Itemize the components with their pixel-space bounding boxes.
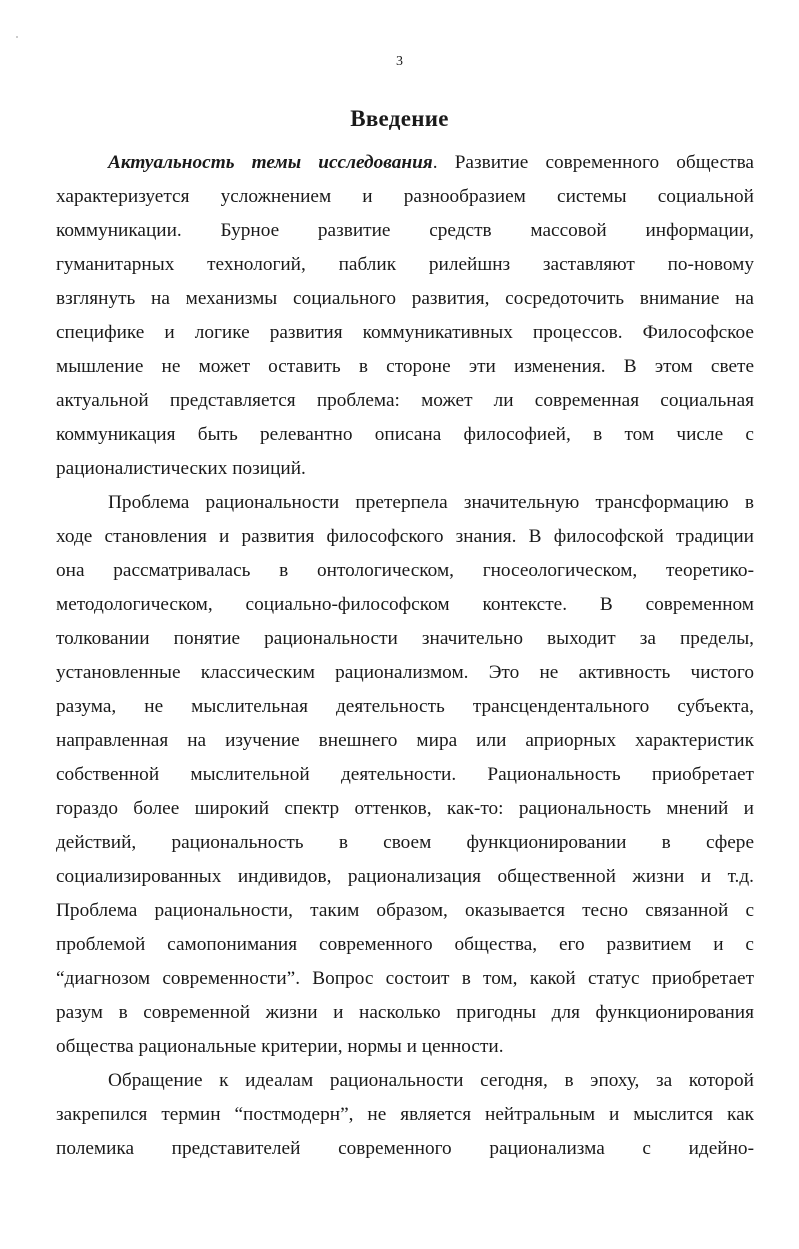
paragraph-line: Обращение к идеалам рациональности сегодня, в эпоху, за которой — [108, 1070, 754, 1091]
paragraph-line: полемика представителей современного рационализма с идейно- — [56, 1138, 754, 1159]
paragraph-relevance — [56, 146, 754, 486]
paragraph-line: закрепился термин “постмодерн”, не является нейтральным и мыслится как — [56, 1104, 754, 1125]
paragraph-line: собственной мыслительной деятельности. Рациональность приобретает — [56, 764, 754, 785]
paragraph-line: разума, не мыслительная деятельность трансцендентального субъекта, — [56, 696, 754, 717]
paragraph-line: мышление не может оставить в стороне эти изменения. В этом свете — [56, 356, 754, 377]
paragraph-rationality — [56, 486, 754, 1064]
paragraph-line: общества рациональные критерии, нормы и ценности. — [56, 1036, 504, 1057]
paragraph-line: направленная на изучение внешнего мира или априорных характеристик — [56, 730, 754, 751]
emphasized-term: Актуальность темы исследования — [108, 152, 433, 173]
paragraph-postmodern — [56, 1064, 754, 1166]
section-title: Введение — [350, 106, 449, 131]
line-text: . Развитие современного общества — [432, 152, 754, 173]
paragraph-line: “диагнозом современности”. Вопрос состоит в том, какой статус приобретает — [56, 968, 754, 989]
paragraph-line: социализированных индивидов, рационализация общественной жизни и т.д. — [56, 866, 754, 887]
body-text — [56, 146, 754, 1166]
paragraph-line: она рассматривалась в онтологическом, гносеологическом, теоретико- — [56, 560, 754, 581]
paragraph-line: коммуникации. Бурное развитие средств массовой информации, — [56, 220, 754, 241]
paragraph-line: разум в современной жизни и насколько пригодны для функционирования — [56, 1002, 754, 1023]
paragraph-line: коммуникация быть релевантно описана философией, в том числе с — [56, 424, 754, 445]
paragraph-line: проблемой самопонимания современного общества, его развитием и с — [56, 934, 754, 955]
paragraph-line: Проблема рациональности, таким образом, оказывается тесно связанной с — [56, 900, 754, 921]
paragraph-line: толковании понятие рациональности значительно выходит за пределы, — [56, 628, 754, 649]
paragraph-line: рационалистических позиций. — [56, 458, 306, 479]
paragraph-line: методологическом, социально-философском контексте. В современном — [56, 594, 754, 615]
paragraph-line: Проблема рациональности претерпела значительную трансформацию в — [108, 492, 754, 513]
paragraph-line: взглянуть на механизмы социального развития, сосредоточить внимание на — [56, 288, 754, 309]
paragraph-line: действий, рациональность в своем функционировании в сфере — [56, 832, 754, 853]
paragraph-line: установленные классическим рационализмом. Это не активность чистого — [56, 662, 754, 683]
paragraph-line: гуманитарных технологий, паблик рилейшнз заставляют по-новому — [56, 254, 754, 275]
scan-speck — [16, 36, 18, 38]
paragraph-line: гораздо более широкий спектр оттенков, как-то: рациональность мнений и — [56, 798, 754, 819]
paragraph-line: актуальной представляется проблема: может ли современная социальная — [56, 390, 754, 411]
paragraph-line — [56, 146, 754, 180]
paragraph-line: ходе становления и развития философского знания. В философской традиции — [56, 526, 754, 547]
paragraph-line: специфике и логике развития коммуникативных процессов. Философское — [56, 322, 754, 343]
page-number: 3 — [396, 54, 403, 69]
paragraph-line: характеризуется усложнением и разнообразием системы социальной — [56, 186, 754, 207]
